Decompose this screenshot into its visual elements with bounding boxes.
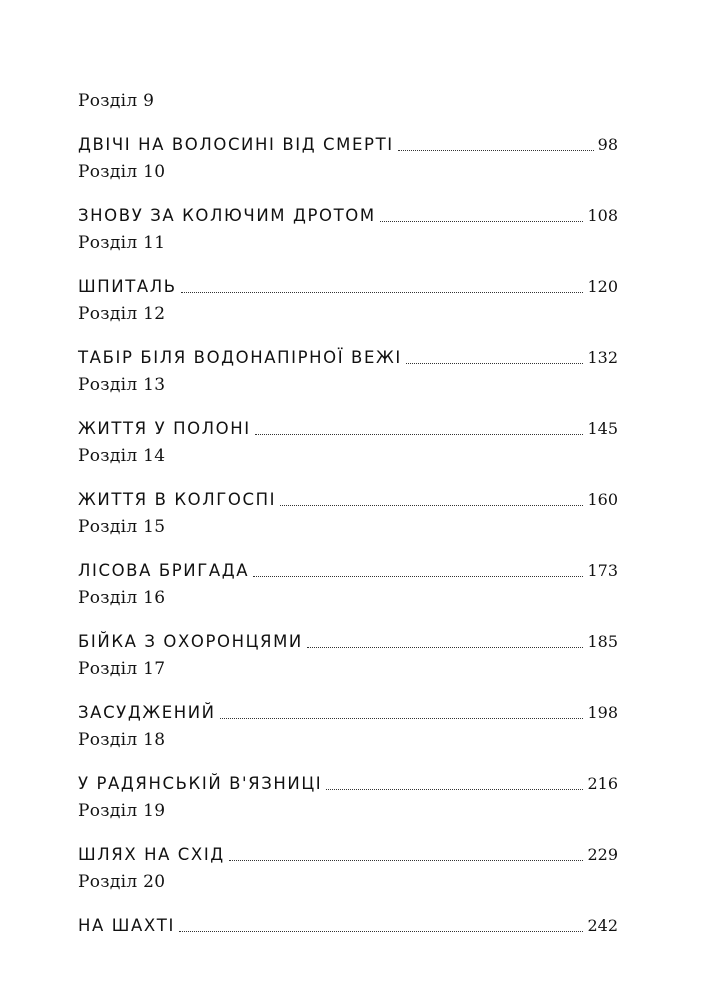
dot-leader <box>280 504 583 506</box>
toc-entry[interactable] <box>78 297 618 368</box>
dot-leader <box>229 859 584 861</box>
dot-leader <box>380 220 584 222</box>
chapter-line <box>78 623 618 653</box>
dot-leader <box>406 362 584 364</box>
page-number: 132 <box>587 348 618 367</box>
dot-leader <box>181 291 584 293</box>
chapter-line <box>78 552 618 582</box>
chapter-label: Розділ 14 <box>78 446 166 466</box>
chapter-title: ЗНОВУ ЗА КОЛЮЧИМ ДРОТОМ <box>78 206 376 225</box>
chapter-line <box>78 907 618 937</box>
chapter-line <box>78 694 618 724</box>
toc-entry[interactable] <box>78 439 618 510</box>
page-number: 160 <box>587 490 618 509</box>
chapter-title: НА ШАХТІ <box>78 916 175 935</box>
dot-leader <box>398 149 594 151</box>
chapter-label: Розділ 10 <box>78 162 166 182</box>
chapter-label: Розділ 16 <box>78 588 166 608</box>
chapter-label: Розділ 20 <box>78 872 166 892</box>
chapter-line <box>78 339 618 369</box>
chapter-title: ЛІСОВА БРИГАДА <box>78 561 250 580</box>
toc-entry[interactable] <box>78 581 618 652</box>
chapter-label: Розділ 19 <box>78 801 166 821</box>
page-number: 173 <box>587 561 618 580</box>
chapter-label: Розділ 13 <box>78 375 166 395</box>
page-number: 108 <box>587 206 618 225</box>
chapter-title: ДВІЧІ НА ВОЛОСИНІ ВІД СМЕРТІ <box>78 135 394 154</box>
dot-leader <box>179 930 584 932</box>
dot-leader <box>253 575 583 577</box>
page-number: 198 <box>587 703 618 722</box>
toc-entry[interactable] <box>78 84 618 155</box>
chapter-title: ЗАСУДЖЕНИЙ <box>78 703 216 722</box>
toc-entry[interactable] <box>78 723 618 794</box>
toc-entry[interactable] <box>78 368 618 439</box>
page-number: 216 <box>587 774 618 793</box>
chapter-title: ТАБІР БІЛЯ ВОДОНАПІРНОЇ ВЕЖІ <box>78 348 402 367</box>
page-number: 98 <box>597 135 618 154</box>
chapter-label: Розділ 11 <box>78 233 166 253</box>
chapter-label: Розділ 17 <box>78 659 166 679</box>
toc-entry[interactable] <box>78 510 618 581</box>
chapter-title: ШПИТАЛЬ <box>78 277 177 296</box>
chapter-title: БІЙКА З ОХОРОНЦЯМИ <box>78 632 303 651</box>
page-number: 242 <box>587 916 618 935</box>
chapter-line <box>78 126 618 156</box>
chapter-line <box>78 197 618 227</box>
chapter-label: Розділ 9 <box>78 91 155 111</box>
chapter-line <box>78 410 618 440</box>
page-number: 229 <box>587 845 618 864</box>
dot-leader <box>255 433 584 435</box>
chapter-line <box>78 765 618 795</box>
toc-entry[interactable] <box>78 155 618 226</box>
chapter-title: ЖИТТЯ В КОЛГОСПІ <box>78 490 277 509</box>
page-number: 145 <box>587 419 618 438</box>
chapter-label: Розділ 18 <box>78 730 166 750</box>
toc-entry[interactable] <box>78 865 618 936</box>
toc-entry[interactable] <box>78 652 618 723</box>
chapter-title: У РАДЯНСЬКІЙ В'ЯЗНИЦІ <box>78 774 323 793</box>
chapter-line <box>78 481 618 511</box>
chapter-line <box>78 836 618 866</box>
page-number: 185 <box>587 632 618 651</box>
chapter-label: Розділ 15 <box>78 517 166 537</box>
table-of-contents <box>78 84 618 936</box>
chapter-label: Розділ 12 <box>78 304 166 324</box>
dot-leader <box>326 788 583 790</box>
chapter-line <box>78 268 618 298</box>
dot-leader <box>307 646 584 648</box>
page-number: 120 <box>587 277 618 296</box>
dot-leader <box>220 717 584 719</box>
chapter-title: ШЛЯХ НА СХІД <box>78 845 225 864</box>
toc-entry[interactable] <box>78 794 618 865</box>
toc-entry[interactable] <box>78 226 618 297</box>
chapter-title: ЖИТТЯ У ПОЛОНІ <box>78 419 251 438</box>
